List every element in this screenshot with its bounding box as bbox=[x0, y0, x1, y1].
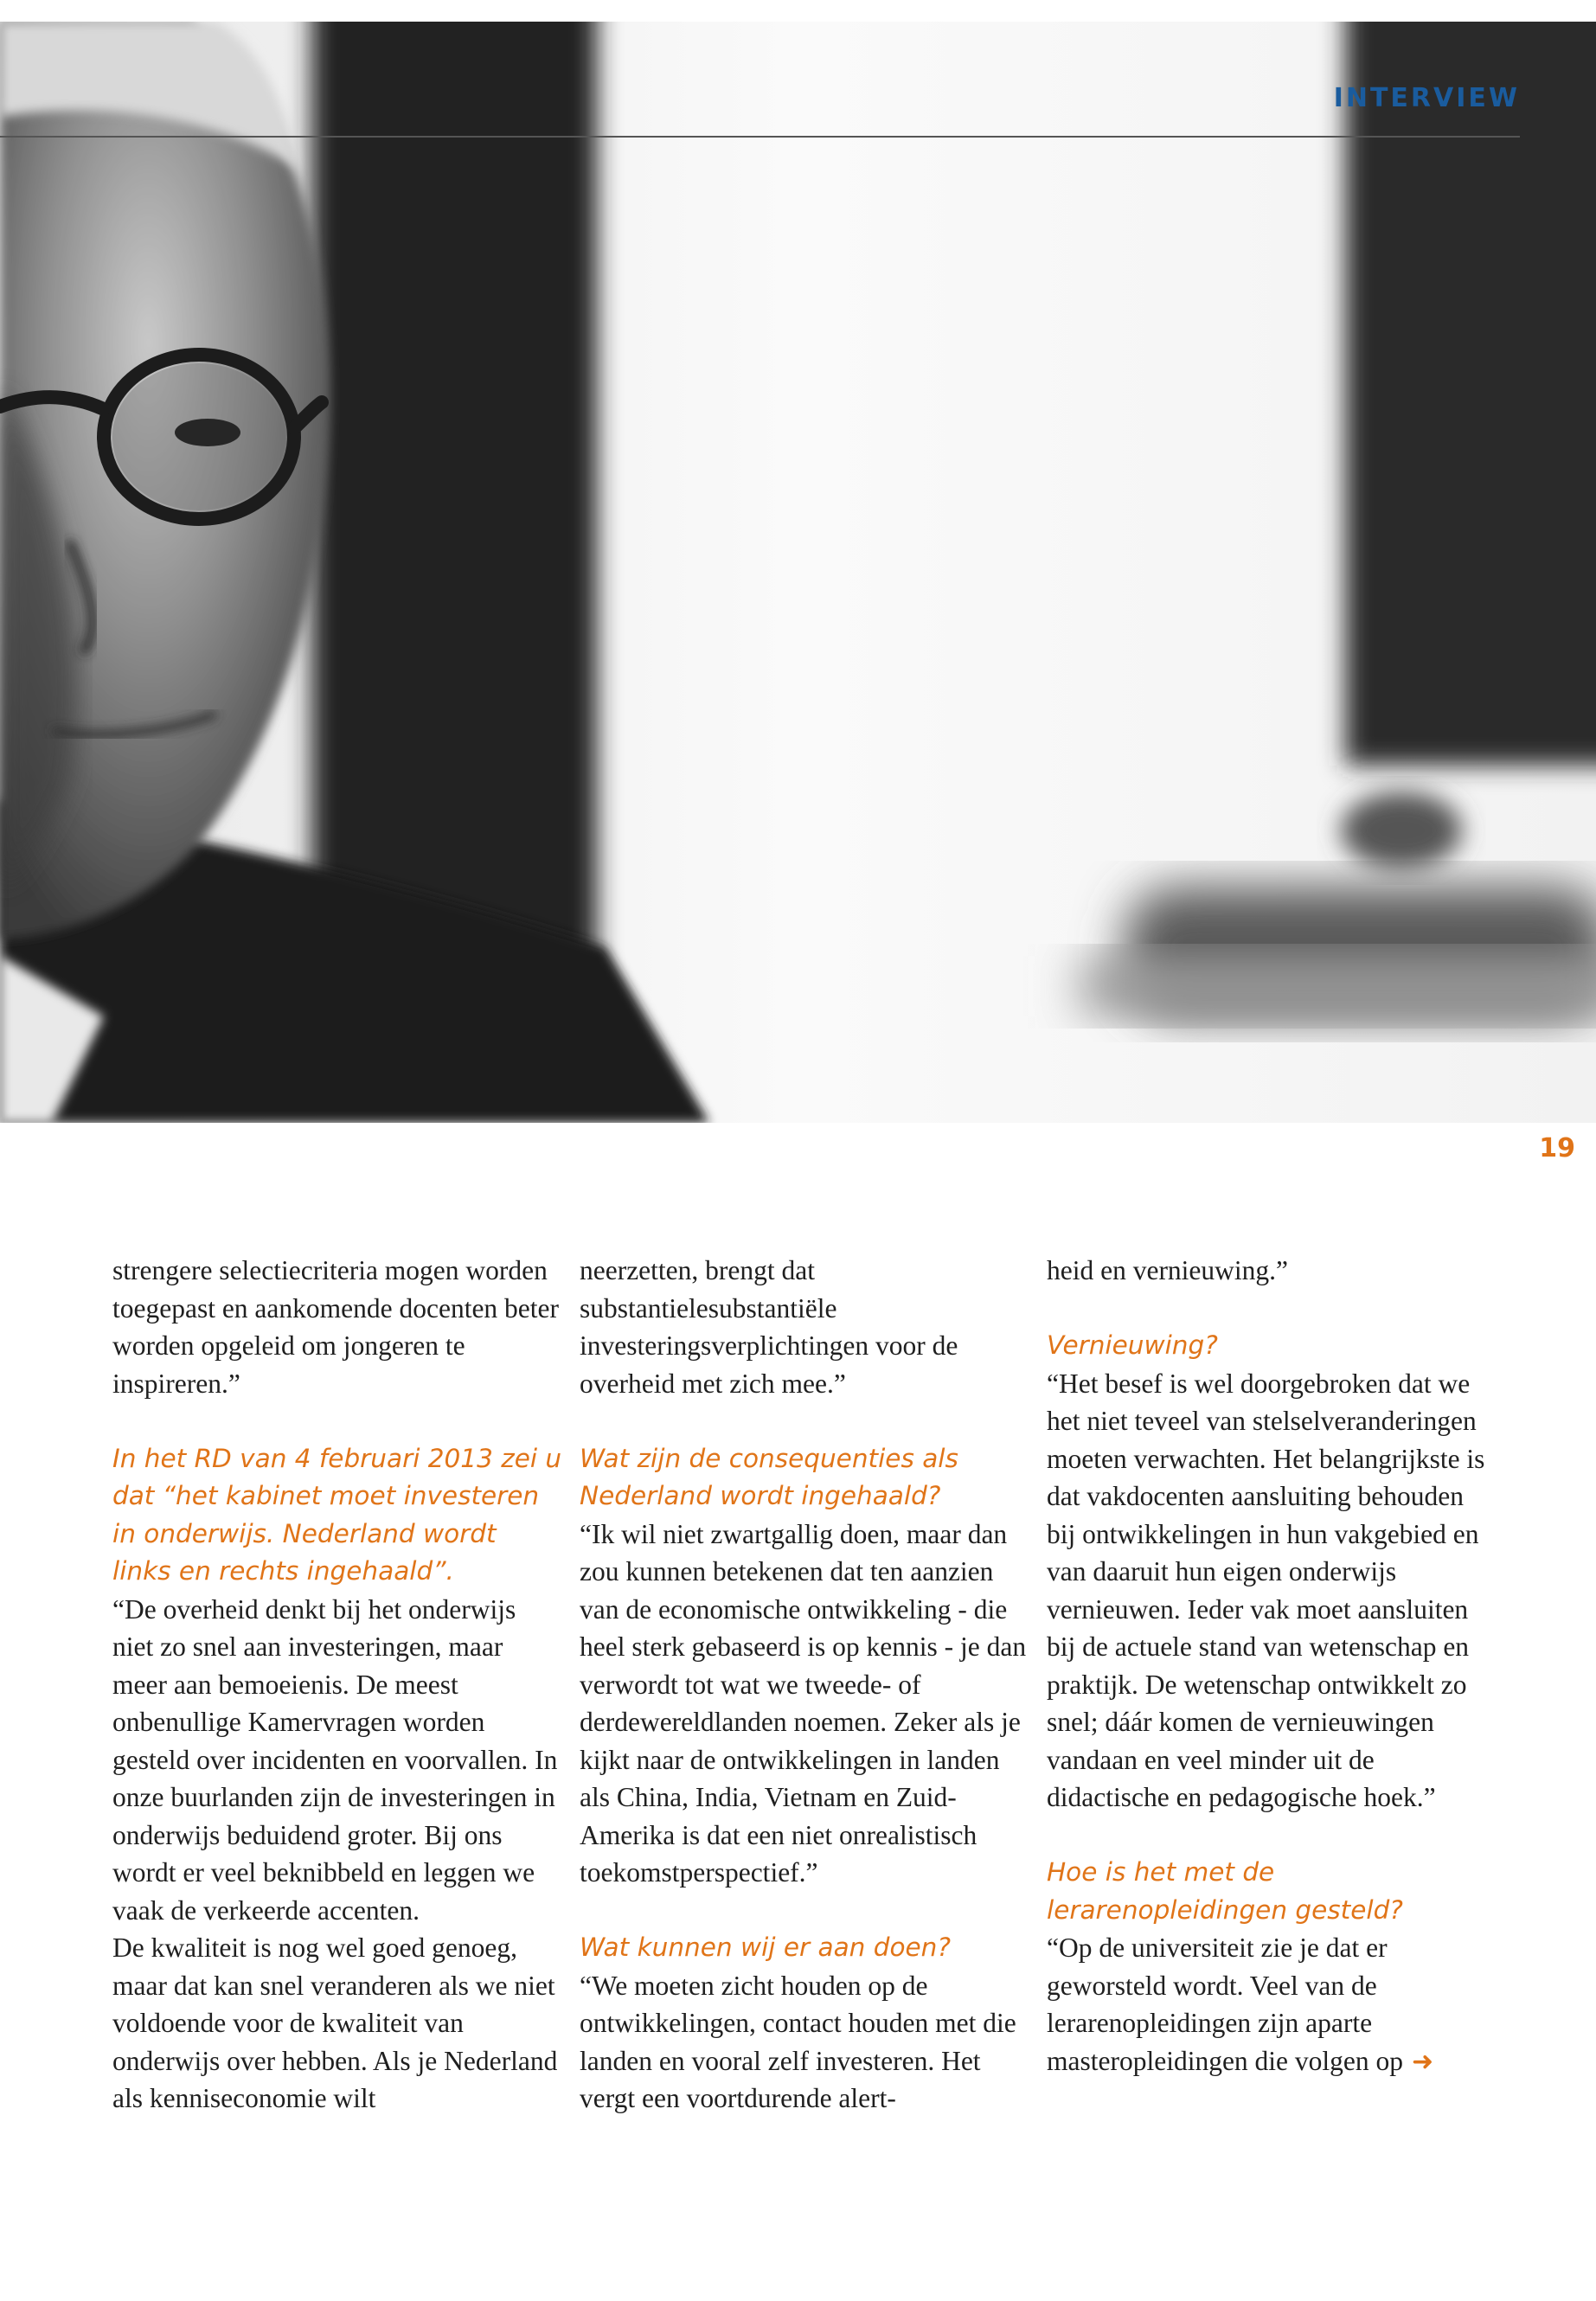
paragraph-gap bbox=[580, 1892, 1029, 1930]
body-paragraph: “De overheid denkt bij het onderwijs niet zo snel aan investeringen, maar meer aan bemoeienis. De meest onbenullige Kamervragen worden gesteld over incidenten en voorvallen. In onze buurlanden zijn de investeringen in onderwijs beduidend groter. Bij ons wordt er veel beknibbeld en leggen we vaak de verkeerde accenten. bbox=[112, 1593, 558, 1926]
body-paragraph: De kwaliteit is nog wel goed genoeg, maar dat kan snel veranderen als we niet voldoende voor de kwaliteit van onderwijs over hebben. Als je Nederland als kenniseconomie wilt bbox=[112, 1932, 558, 2113]
body-paragraph: “Ik wil niet zwartgallig doen, maar dan zou kunnen betekenen dat ten aanzien van de economische ontwikkeling - die heel sterk gebaseerd is op kennis - je dan verwordt tot wat we tweede- of derdewereldlanden noemen. Zeker als je kijkt naar de ontwikkelingen in landen als China, India, Vietnam en Zuid-Amerika is dat een niet onrealistisch toekomstperspectief.” bbox=[580, 1518, 1027, 1888]
section-label: INTERVIEW bbox=[1333, 83, 1520, 113]
body-paragraph: strengere selectiecriteria mogen worden toegepast en aankomende docenten beter worden opgeleid om jongeren te inspireren.” bbox=[112, 1255, 560, 1399]
body-paragraph: “Het besef is wel doorgebroken dat we het niet teveel van stelselveranderingen moeten verwachten. Het belangrijkste is dat vakdocenten aansluiting behouden bij ontwikkelingen in hun vakgebied en van daaruit hun eigen onderwijs vernieuwen. Ieder vak moet aansluiten bij de actuele stand van wetenschap en praktijk. De wetenschap ontwikkelt zo snel; dáár komen de vernieuwingen vandaan en veel minder uit de didactische en pedagogische hoek.” bbox=[1047, 1368, 1485, 1812]
interview-question: In het RD van 4 februari 2013 zei u dat “het kabinet moet investeren in onderwijs. Nederland wordt links en rechts ingehaald”. bbox=[112, 1443, 562, 1586]
page-number: 19 bbox=[1539, 1133, 1575, 1163]
interview-portrait-photo bbox=[0, 22, 1596, 1123]
paragraph-gap bbox=[1047, 1817, 1497, 1855]
continue-arrow-icon: ➜ bbox=[1412, 2046, 1434, 2077]
interview-question: Wat zijn de consequenties als Nederland wordt ingehaald? bbox=[580, 1443, 958, 1510]
text-column-1 bbox=[112, 1252, 562, 2118]
paragraph-gap bbox=[1047, 1290, 1497, 1328]
body-paragraph: neerzetten, brengt dat substantielesubstantiële investeringsverplichtingen voor de overheid met zich mee.” bbox=[580, 1255, 958, 1399]
interview-question: Wat kunnen wij er aan doen? bbox=[580, 1932, 952, 1962]
body-paragraph: “We moeten zicht houden op de ontwikkelingen, contact houden met die landen en vooral zelf investeren. Het vergt een voortdurende alert- bbox=[580, 1970, 1016, 2113]
paragraph-gap bbox=[580, 1402, 1029, 1440]
header-rule bbox=[0, 136, 1520, 138]
paragraph-gap bbox=[112, 1402, 562, 1440]
interview-question: Vernieuwing? bbox=[1047, 1330, 1218, 1360]
text-column-2 bbox=[580, 1252, 1029, 2118]
body-paragraph: heid en vernieuwing.” bbox=[1047, 1255, 1289, 1285]
text-column-3 bbox=[1047, 1252, 1497, 2080]
body-paragraph-continued bbox=[1047, 1929, 1497, 2080]
continued-text: “Op de universiteit zie je dat er geworsteld wordt. Veel van de lerarenopleidingen zijn aparte masteropleidingen die volgen op bbox=[1047, 1932, 1404, 2076]
interview-question: Hoe is het met de lerarenopleidingen gesteld? bbox=[1047, 1857, 1403, 1925]
